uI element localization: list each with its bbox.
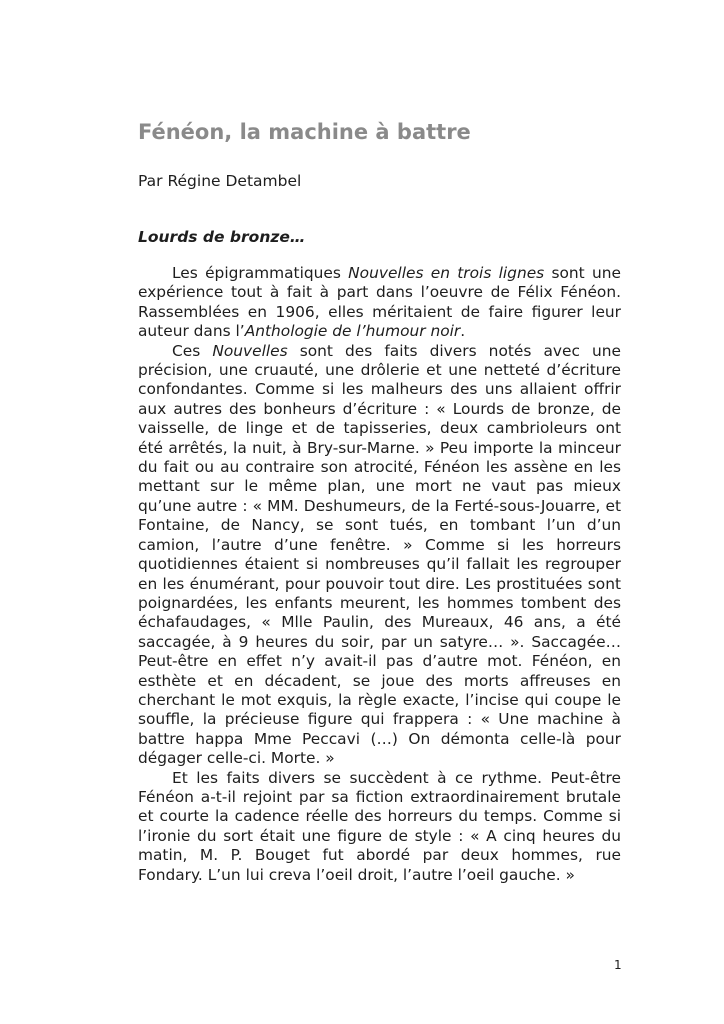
page-number: 1 bbox=[614, 958, 622, 972]
paragraph-text: Les épigrammatiques bbox=[172, 264, 349, 282]
italic-title-text: Nouvelles bbox=[212, 341, 288, 360]
paragraph-text: sont une expérience tout à fait à part dans l’oeuvre de Félix Fénéon. Rassemblées en 1906, elles méritaient de faire figurer leur auteur dans l’ bbox=[138, 264, 621, 341]
body-text bbox=[138, 264, 621, 885]
paragraph-text: sont des faits divers notés avec une précision, une cruauté, une drôlerie et une netteté d’écriture confondantes. Comme si les malheurs des uns allaient offrir aux autres des bonheurs d’écriture : « Lourds de bronze, de vaisselle, de linge et de tapisseries, deux cambrioleurs ont été arrêtés, la nuit, à Bry-sur-Marne. » Peu importe la minceur du fait ou au contraire son atrocité, Fénéon les assène en les mettant sur le même plan, une mort ne vaut pas mieux qu’une autre : « MM. Deshumeurs, de la Ferté-sous-Jouarre, et Fontaine, de Nancy, se sont tués, en tombant l’un d’un camion, l’autre d’une fenêtre. » Comme si les horreurs quotidiennes étaient si nombreuses qu’il fallait les regrouper en les énumérant, pour pouvoir tout dire. Les prostituées sont poignardées, les enfants meurent, les hommes tombent des échafaudages, « Mlle Paulin, des Mureaux, 46 ans, a été saccagée, à 9 heures du soir, par un satyre… ». Saccagée… Peut-être en effet n’y avait-il pas d’autre mot. Fénéon, en esthète et en décadent, se joue des morts affreuses en cherchant le mot exquis, la règle exacte, l’incise qui coupe le souffle, la précieuse figure qui frappera : « Une machine à battre happa Mme Peccavi (…) On démonta celle-là pour dégager celle-ci. Morte. » bbox=[138, 341, 621, 768]
paragraph bbox=[138, 342, 621, 769]
section-heading: Lourds de bronze… bbox=[138, 228, 306, 246]
paragraph-text: Et les faits divers se succèdent à ce rythme. Peut-être Fénéon a-t-il rejoint par sa fiction extraordinairement brutale et courte la cadence réelle des horreurs du temps. Comme si l’ironie du sort était une figure de style : « A cinq heures du matin, M. P. Bouget fut abordé par deux hommes, rue Fondary. L’un lui creva l’oeil droit, l’autre l’oeil gauche. » bbox=[138, 768, 621, 884]
paragraph bbox=[138, 769, 621, 885]
author-byline: Par Régine Detambel bbox=[138, 172, 302, 190]
paragraph-text: Ces bbox=[172, 341, 213, 360]
italic-title-text: Nouvelles en trois lignes bbox=[348, 264, 545, 282]
italic-title-text: Anthologie de l’humour noir bbox=[244, 322, 461, 341]
paragraph-text: . bbox=[460, 322, 466, 341]
paragraph bbox=[138, 264, 621, 342]
document-title: Fénéon, la machine à battre bbox=[138, 120, 471, 144]
